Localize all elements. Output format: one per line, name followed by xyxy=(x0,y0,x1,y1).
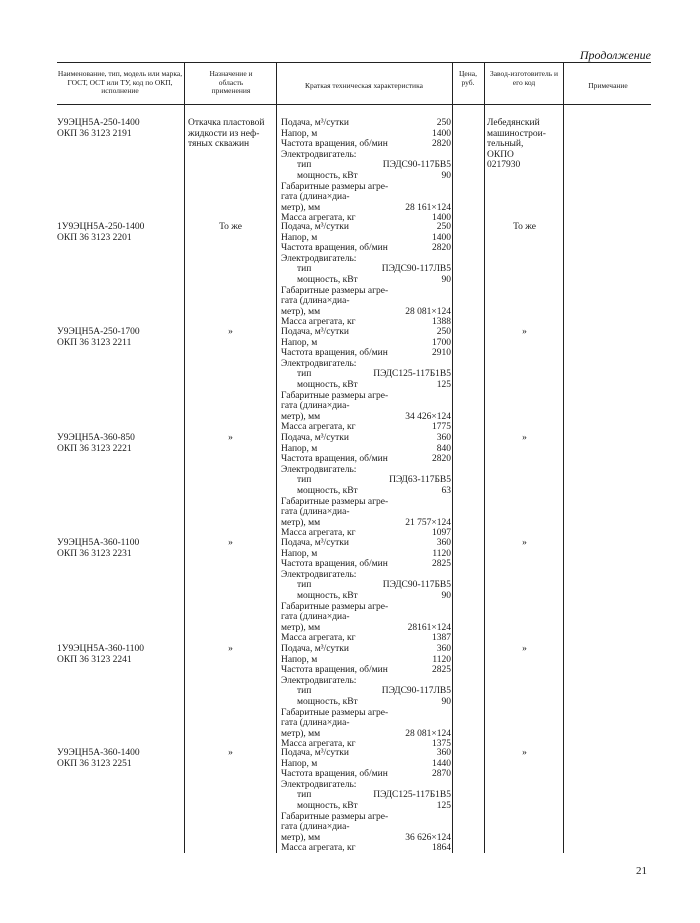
row-purpose-cell xyxy=(188,748,273,759)
spec-line xyxy=(281,307,451,318)
header-bottom-rule xyxy=(57,104,651,105)
spec-value: 250 xyxy=(436,222,451,232)
row-purpose-line: » xyxy=(228,644,233,654)
spec-value: 1388 xyxy=(432,317,451,328)
spec-label: Напор, м xyxy=(281,232,318,243)
row-name-line: У9ЭЦН5А-360-1400 xyxy=(57,748,140,758)
row-maker-cell xyxy=(487,433,562,444)
spec-label: Электродвигатель: xyxy=(281,464,357,475)
spec-label: тип xyxy=(297,264,312,275)
row-purpose-line: Откачка пластовой xyxy=(188,118,265,128)
spec-label: метр), мм xyxy=(281,728,321,739)
spec-line xyxy=(281,150,451,161)
spec-label: Частота вращения, об/мин xyxy=(281,665,388,676)
spec-line xyxy=(281,801,451,812)
spec-value: 125 xyxy=(436,800,451,811)
spec-value: 36 626×124 xyxy=(405,832,451,843)
row-purpose-line: То же xyxy=(219,222,242,232)
row-maker-cell xyxy=(487,644,562,655)
column-divider xyxy=(452,62,453,853)
spec-label: гата (длина×диа- xyxy=(281,822,350,833)
spec-line xyxy=(281,296,451,307)
spec-label: Электродвигатель: xyxy=(281,358,357,369)
row-maker-line: Лебедянский xyxy=(487,118,540,128)
row-spec-cell xyxy=(281,644,451,750)
spec-value: ПЭДС125-117Б1В5 xyxy=(373,369,451,380)
row-spec-cell xyxy=(281,118,451,224)
spec-value: 1400 xyxy=(432,213,451,224)
spec-line xyxy=(281,254,451,265)
spec-value: 2820 xyxy=(432,243,451,254)
spec-label: Габаритные размеры агре- xyxy=(281,707,389,718)
row-name-line: У9ЭЦН5А-360-1100 xyxy=(57,538,140,548)
spec-label: Габаритные размеры агре- xyxy=(281,285,389,296)
row-name-line: У9ЭЦН5А-360-850 xyxy=(57,433,135,443)
spec-label: Подача, м³/сутки xyxy=(281,433,349,443)
row-spec-cell xyxy=(281,222,451,328)
column-header-note: Примечание xyxy=(588,81,628,90)
spec-line xyxy=(281,602,451,613)
row-maker-line: То же xyxy=(513,222,536,232)
spec-label: Подача, м³/сутки xyxy=(281,644,349,654)
spec-line xyxy=(281,243,451,254)
spec-line xyxy=(281,264,451,275)
spec-value: ПЭДС90-117БВ5 xyxy=(382,160,451,171)
spec-label: Масса агрегата, кг xyxy=(281,422,356,433)
row-name-cell xyxy=(57,222,182,243)
spec-label: Масса агрегата, кг xyxy=(281,843,356,854)
spec-line xyxy=(281,182,451,193)
spec-label: тип xyxy=(297,686,312,697)
spec-value: 28 081×124 xyxy=(405,306,451,317)
row-maker-line: » xyxy=(522,644,527,654)
spec-label: Масса агрегата, кг xyxy=(281,317,356,328)
spec-value: ПЭДС90-117ЛВ5 xyxy=(381,264,451,275)
spec-value: 28 081×124 xyxy=(405,728,451,739)
row-maker-cell xyxy=(487,118,562,171)
spec-label: Частота вращения, об/мин xyxy=(281,243,388,254)
spec-line xyxy=(281,570,451,581)
row-maker-line: » xyxy=(522,327,527,337)
row-maker-line: машинострои- xyxy=(487,128,546,139)
spec-line xyxy=(281,633,451,644)
column-header-maker: Завод-изготовитель и его код xyxy=(489,69,559,87)
spec-line xyxy=(281,444,451,455)
spec-value: 360 xyxy=(436,748,451,758)
row-maker-cell xyxy=(487,222,562,233)
page-number: 21 xyxy=(636,865,647,877)
spec-label: гата (длина×диа- xyxy=(281,296,350,307)
spec-label: мощность, кВт xyxy=(297,274,358,285)
spec-line xyxy=(281,203,451,214)
spec-value: 840 xyxy=(436,443,451,454)
spec-value: 90 xyxy=(441,274,451,285)
row-maker-line: » xyxy=(522,433,527,443)
spec-value: 1700 xyxy=(432,337,451,348)
spec-value: 2820 xyxy=(432,454,451,465)
spec-line xyxy=(281,391,451,402)
spec-label: гата (длина×диа- xyxy=(281,507,350,518)
spec-value: 1120 xyxy=(432,548,451,559)
spec-line xyxy=(281,327,451,338)
spec-line xyxy=(281,507,451,518)
spec-label: мощность, кВт xyxy=(297,696,358,707)
spec-line xyxy=(281,465,451,476)
spec-line xyxy=(281,139,451,150)
spec-label: тип xyxy=(297,580,312,591)
row-name-cell xyxy=(57,538,182,559)
column-divider xyxy=(276,62,277,853)
spec-label: тип xyxy=(297,160,312,171)
spec-line xyxy=(281,275,451,286)
spec-value: 2825 xyxy=(432,665,451,676)
row-purpose-line: тяных скважин xyxy=(188,139,250,149)
spec-line xyxy=(281,369,451,380)
row-purpose-cell xyxy=(188,118,273,150)
spec-label: метр), мм xyxy=(281,306,321,317)
spec-line xyxy=(281,129,451,140)
row-name-line: ОКП 36 3123 2241 xyxy=(57,654,132,665)
row-purpose-cell xyxy=(188,433,273,444)
spec-label: Габаритные размеры агре- xyxy=(281,390,389,401)
row-purpose-cell xyxy=(188,327,273,338)
spec-value: 1097 xyxy=(432,528,451,539)
spec-line xyxy=(281,708,451,719)
spec-line xyxy=(281,665,451,676)
spec-label: метр), мм xyxy=(281,832,321,843)
spec-value: ПЭДС90-117БВ5 xyxy=(382,580,451,591)
spec-value: 28 161×124 xyxy=(405,202,451,213)
row-spec-cell xyxy=(281,538,451,644)
spec-line xyxy=(281,843,451,854)
spec-label: гата (длина×диа- xyxy=(281,401,350,412)
spec-label: Напор, м xyxy=(281,337,318,348)
row-maker-cell xyxy=(487,327,562,338)
spec-line xyxy=(281,790,451,801)
spec-value: 1864 xyxy=(432,843,451,854)
spec-value: 250 xyxy=(436,118,451,128)
row-name-line: ОКП 36 3123 2251 xyxy=(57,758,132,769)
spec-line xyxy=(281,497,451,508)
row-purpose-line: » xyxy=(228,327,233,337)
column-header-price: Цена, руб. xyxy=(459,69,477,87)
spec-label: гата (длина×диа- xyxy=(281,718,350,729)
row-purpose-line: жидкости из неф- xyxy=(188,128,260,139)
spec-value: 360 xyxy=(436,433,451,443)
spec-line xyxy=(281,454,451,465)
row-name-line: 1У9ЭЦН5А-250-1400 xyxy=(57,222,145,232)
spec-label: Напор, м xyxy=(281,654,318,665)
spec-line xyxy=(281,591,451,602)
spec-line xyxy=(281,486,451,497)
spec-label: Частота вращения, об/мин xyxy=(281,348,388,359)
spec-label: Электродвигатель: xyxy=(281,253,357,264)
spec-label: Напор, м xyxy=(281,443,318,454)
spec-value: 90 xyxy=(441,696,451,707)
spec-line xyxy=(281,118,451,129)
spec-label: Напор, м xyxy=(281,128,318,139)
spec-label: тип xyxy=(297,369,312,380)
spec-value: 63 xyxy=(441,485,451,496)
spec-line xyxy=(281,171,451,182)
row-name-cell xyxy=(57,327,182,348)
spec-line xyxy=(281,833,451,844)
spec-value: 90 xyxy=(441,170,451,181)
spec-line xyxy=(281,759,451,770)
spec-label: Частота вращения, об/мин xyxy=(281,454,388,465)
spec-label: Габаритные размеры агре- xyxy=(281,601,389,612)
spec-label: Частота вращения, об/мин xyxy=(281,769,388,780)
column-divider xyxy=(563,62,564,853)
row-name-line: ОКП 36 3123 2231 xyxy=(57,548,132,559)
row-purpose-cell xyxy=(188,222,273,233)
spec-label: метр), мм xyxy=(281,622,321,633)
spec-label: Электродвигатель: xyxy=(281,149,357,160)
spec-line xyxy=(281,338,451,349)
row-purpose-line: » xyxy=(228,748,233,758)
spec-value: 34 426×124 xyxy=(405,411,451,422)
column-divider xyxy=(184,62,185,853)
spec-value: 125 xyxy=(436,379,451,390)
spec-value: 1440 xyxy=(432,758,451,769)
column-header-purpose: Назначение и область применения xyxy=(209,69,253,96)
spec-line xyxy=(281,769,451,780)
spec-label: Электродвигатель: xyxy=(281,779,357,790)
spec-label: мощность, кВт xyxy=(297,590,358,601)
spec-line xyxy=(281,222,451,233)
spec-label: Подача, м³/сутки xyxy=(281,222,349,232)
row-purpose-line: » xyxy=(228,538,233,548)
spec-label: Подача, м³/сутки xyxy=(281,327,349,337)
spec-value: 1775 xyxy=(432,422,451,433)
spec-line xyxy=(281,192,451,203)
row-name-line: ОКП 36 3123 2201 xyxy=(57,232,132,243)
spec-value: 250 xyxy=(436,327,451,337)
row-maker-line: ОКПО xyxy=(487,149,514,160)
row-maker-line: тельный, xyxy=(487,139,524,149)
spec-line xyxy=(281,348,451,359)
spec-label: метр), мм xyxy=(281,411,321,422)
spec-line xyxy=(281,359,451,370)
row-name-cell xyxy=(57,433,182,454)
spec-line xyxy=(281,380,451,391)
spec-line xyxy=(281,812,451,823)
spec-line xyxy=(281,686,451,697)
spec-label: мощность, кВт xyxy=(297,379,358,390)
spec-label: тип xyxy=(297,790,312,801)
spec-value: 1375 xyxy=(432,739,451,750)
spec-value: 1387 xyxy=(432,633,451,644)
spec-value: 28161×124 xyxy=(407,622,451,633)
spec-value: 1400 xyxy=(432,128,451,139)
row-purpose-line: » xyxy=(228,433,233,443)
spec-line xyxy=(281,676,451,687)
spec-line xyxy=(281,286,451,297)
spec-line xyxy=(281,559,451,570)
spec-line xyxy=(281,748,451,759)
spec-label: тип xyxy=(297,475,312,486)
spec-line xyxy=(281,718,451,729)
spec-line xyxy=(281,475,451,486)
spec-line xyxy=(281,822,451,833)
spec-label: Подача, м³/сутки xyxy=(281,748,349,758)
spec-value: 360 xyxy=(436,538,451,548)
spec-label: гата (длина×диа- xyxy=(281,612,350,623)
spec-line xyxy=(281,233,451,244)
row-name-line: ОКП 36 3123 2221 xyxy=(57,443,132,454)
spec-line xyxy=(281,623,451,634)
column-header-spec: Краткая техническая характеристика xyxy=(305,81,423,90)
spec-label: Габаритные размеры агре- xyxy=(281,496,389,507)
spec-label: Масса агрегата, кг xyxy=(281,528,356,539)
spec-line xyxy=(281,729,451,740)
spec-label: Электродвигатель: xyxy=(281,675,357,686)
spec-line xyxy=(281,538,451,549)
spec-line xyxy=(281,160,451,171)
row-maker-cell xyxy=(487,748,562,759)
row-maker-cell xyxy=(487,538,562,549)
spec-value: 2910 xyxy=(432,348,451,359)
spec-label: Габаритные размеры агре- xyxy=(281,181,389,192)
continuation-label: Продолжение xyxy=(579,48,651,62)
spec-label: Габаритные размеры агре- xyxy=(281,811,389,822)
column-divider xyxy=(484,62,485,853)
spec-line xyxy=(281,518,451,529)
spec-value: 1120 xyxy=(432,654,451,665)
spec-label: Напор, м xyxy=(281,758,318,769)
row-name-line: ОКП 36 3123 2211 xyxy=(57,337,132,348)
spec-label: Подача, м³/сутки xyxy=(281,538,349,548)
spec-label: Масса агрегата, кг xyxy=(281,633,356,644)
row-spec-cell xyxy=(281,327,451,433)
spec-line xyxy=(281,401,451,412)
spec-value: 21 757×124 xyxy=(405,517,451,528)
spec-value: 360 xyxy=(436,644,451,654)
spec-value: ПЭДС90-117ЛВ5 xyxy=(381,686,451,697)
spec-label: метр), мм xyxy=(281,517,321,528)
spec-line xyxy=(281,644,451,655)
row-maker-line: » xyxy=(522,748,527,758)
spec-line xyxy=(281,780,451,791)
spec-label: мощность, кВт xyxy=(297,485,358,496)
spec-line xyxy=(281,697,451,708)
spec-label: метр), мм xyxy=(281,202,321,213)
spec-label: гата (длина×диа- xyxy=(281,192,350,203)
row-maker-line: 0217930 xyxy=(487,160,521,170)
row-name-cell xyxy=(57,644,182,665)
spec-label: Напор, м xyxy=(281,548,318,559)
row-spec-cell xyxy=(281,433,451,539)
spec-value: 2825 xyxy=(432,559,451,570)
row-name-line: У9ЭЦН5А-250-1700 xyxy=(57,327,140,337)
spec-value: 2820 xyxy=(432,139,451,150)
spec-label: Масса агрегата, кг xyxy=(281,739,356,750)
column-header-name: Наименование, тип, модель или марка, ГОСТ, ОСТ или ТУ, код по ОКП, исполнение xyxy=(57,69,183,96)
row-purpose-cell xyxy=(188,644,273,655)
spec-line xyxy=(281,412,451,423)
spec-label: Частота вращения, об/мин xyxy=(281,559,388,570)
spec-line xyxy=(281,549,451,560)
spec-line xyxy=(281,655,451,666)
row-name-line: 1У9ЭЦН5А-360-1100 xyxy=(57,644,145,654)
spec-label: мощность, кВт xyxy=(297,170,358,181)
spec-line xyxy=(281,422,451,433)
row-name-cell xyxy=(57,118,182,139)
spec-value: ПЭД63-117БВ5 xyxy=(389,475,451,486)
spec-value: 1400 xyxy=(432,232,451,243)
spec-value: 90 xyxy=(441,590,451,601)
row-name-cell xyxy=(57,748,182,769)
spec-line xyxy=(281,612,451,623)
row-maker-line: » xyxy=(522,538,527,548)
row-spec-cell xyxy=(281,748,451,854)
spec-value: ПЭДС125-117Б1В5 xyxy=(373,790,451,801)
row-name-line: ОКП 36 3123 2191 xyxy=(57,128,132,139)
row-purpose-cell xyxy=(188,538,273,549)
spec-label: Частота вращения, об/мин xyxy=(281,139,388,150)
spec-line xyxy=(281,433,451,444)
spec-label: Масса агрегата, кг xyxy=(281,213,356,224)
spec-label: мощность, кВт xyxy=(297,800,358,811)
table-top-rule xyxy=(57,62,651,63)
spec-label: Подача, м³/сутки xyxy=(281,118,349,128)
row-name-line: У9ЭЦН5А-250-1400 xyxy=(57,118,140,128)
spec-value: 2870 xyxy=(432,769,451,780)
spec-label: Электродвигатель: xyxy=(281,569,357,580)
spec-line xyxy=(281,580,451,591)
